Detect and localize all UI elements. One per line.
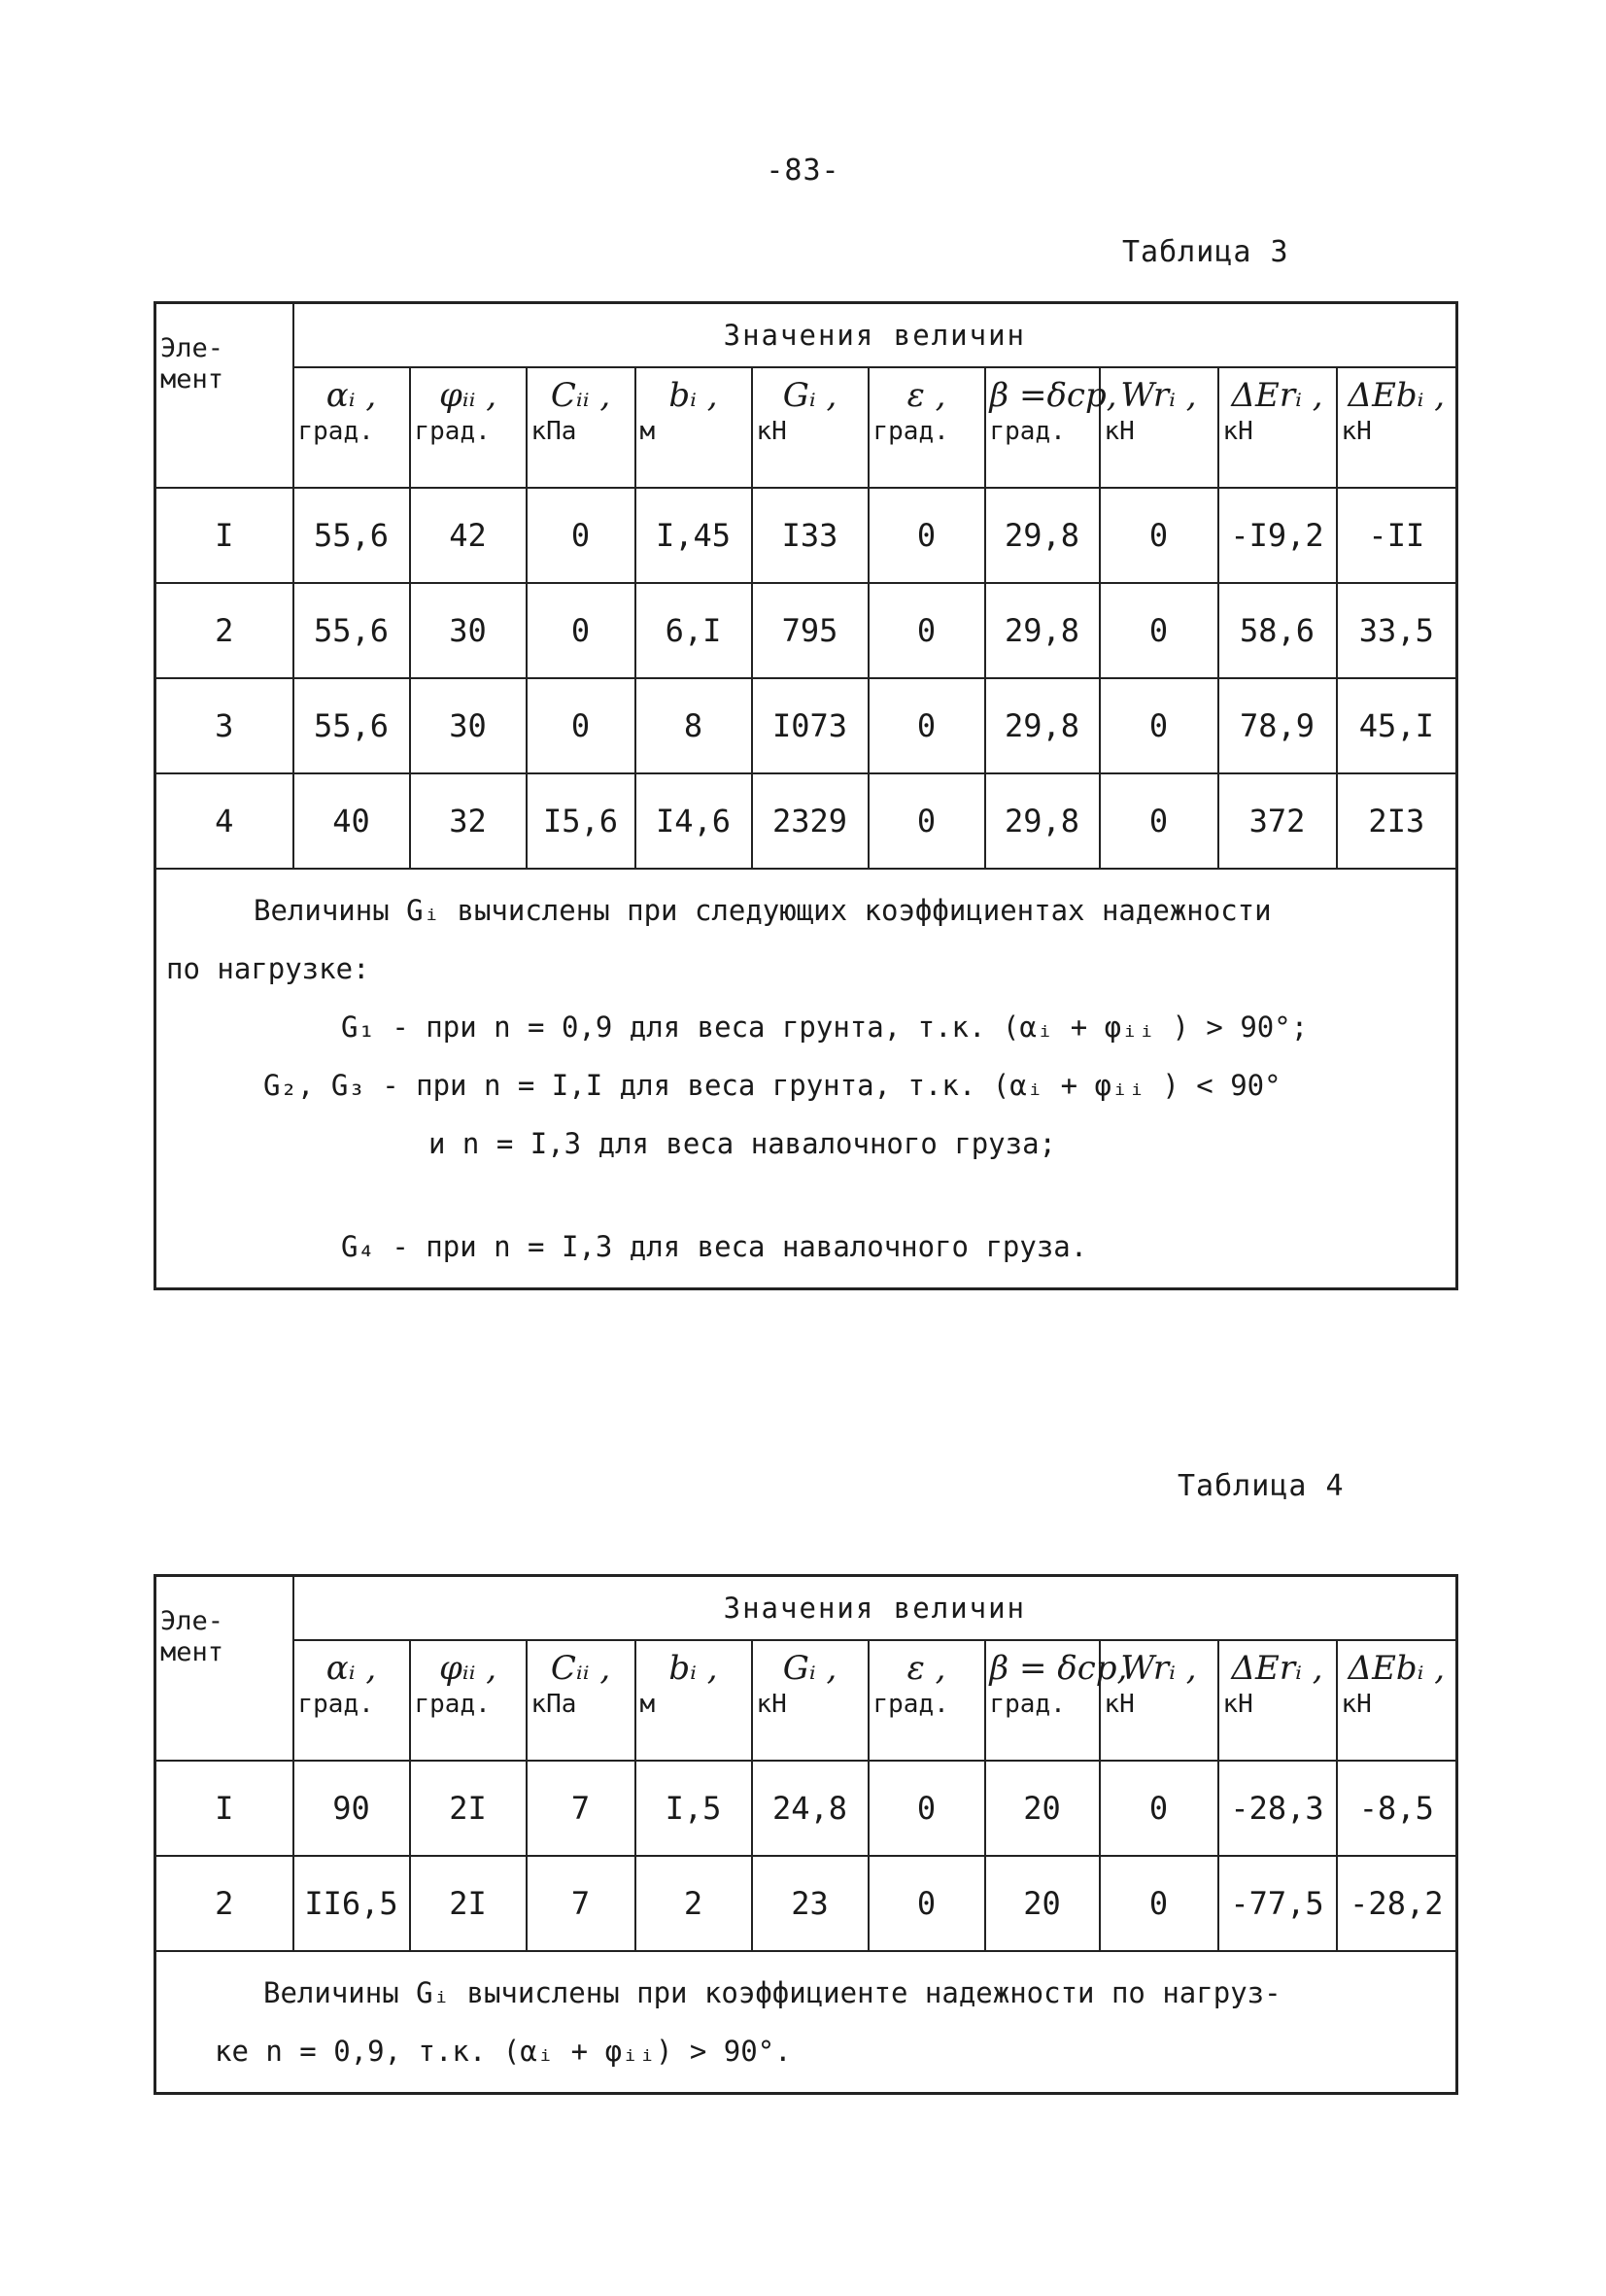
table-cell: 24,8 xyxy=(752,1761,869,1856)
column-header: Gᵢ , кН xyxy=(752,367,869,488)
table-row xyxy=(155,583,1457,678)
table-cell: 0 xyxy=(1100,1856,1218,1951)
table-cell: 2I xyxy=(410,1856,527,1951)
table-cell: 45,I xyxy=(1337,678,1457,773)
element-header: Эле- мент xyxy=(155,303,293,489)
column-header: ΔErᵢ , кН xyxy=(1218,1640,1337,1761)
table-cell: 29,8 xyxy=(985,583,1100,678)
table-cell: 0 xyxy=(1100,678,1218,773)
table-row xyxy=(155,678,1457,773)
table-cell: -I9,2 xyxy=(1218,488,1337,583)
table-cell: 78,9 xyxy=(1218,678,1337,773)
table-cell: 795 xyxy=(752,583,869,678)
column-header: Cᵢᵢ , кПа xyxy=(527,1640,635,1761)
table-3-caption: Таблица 3 xyxy=(1122,235,1289,269)
table-cell: 40 xyxy=(293,773,410,869)
table-row xyxy=(155,773,1457,869)
column-header: ΔErᵢ , кН xyxy=(1218,367,1337,488)
table-cell: -28,3 xyxy=(1218,1761,1337,1856)
table-cell: 23 xyxy=(752,1856,869,1951)
table-cell: 0 xyxy=(869,1856,985,1951)
table-cell: 0 xyxy=(869,583,985,678)
element-cell: I xyxy=(155,1761,293,1856)
table-3-note xyxy=(155,869,1457,1289)
table-4-note xyxy=(155,1951,1457,2094)
table-cell: 55,6 xyxy=(293,583,410,678)
table-cell: 55,6 xyxy=(293,488,410,583)
column-header: ΔEbᵢ , кН xyxy=(1337,1640,1457,1761)
element-cell: I xyxy=(155,488,293,583)
table-row xyxy=(155,1761,1457,1856)
table-cell: 55,6 xyxy=(293,678,410,773)
note-line: G₂, G₃ - при n = I,I для веса грунта, т.к. (αᵢ + φᵢᵢ ) < 90° xyxy=(263,1069,1281,1102)
table-cell: 0 xyxy=(1100,488,1218,583)
table-4 xyxy=(154,1574,1458,2095)
table-cell: I073 xyxy=(752,678,869,773)
column-header: Gᵢ , кН xyxy=(752,1640,869,1761)
table-cell: I,45 xyxy=(635,488,752,583)
table-cell: 20 xyxy=(985,1761,1100,1856)
table-cell: 2I3 xyxy=(1337,773,1457,869)
table-cell: 372 xyxy=(1218,773,1337,869)
table-cell: 29,8 xyxy=(985,678,1100,773)
column-header: Wrᵢ , кН xyxy=(1100,367,1218,488)
element-cell: 2 xyxy=(155,583,293,678)
note-line: Величины Gᵢ вычислены при следующих коэффициентах надежности xyxy=(254,894,1272,927)
element-cell: 4 xyxy=(155,773,293,869)
column-header: Wrᵢ , кН xyxy=(1100,1640,1218,1761)
table-cell: 33,5 xyxy=(1337,583,1457,678)
table-cell: 30 xyxy=(410,583,527,678)
table-cell: 0 xyxy=(527,583,635,678)
table-cell: 58,6 xyxy=(1218,583,1337,678)
note-line: ке n = 0,9, т.к. (αᵢ + φᵢᵢ) > 90°. xyxy=(215,2035,792,2068)
values-group-header: Значения величин xyxy=(293,303,1457,368)
table-cell: 8 xyxy=(635,678,752,773)
table-cell: -8,5 xyxy=(1337,1761,1457,1856)
column-header: bᵢ , м xyxy=(635,1640,752,1761)
table-row xyxy=(155,1856,1457,1951)
column-header: β = δср, град. xyxy=(985,1640,1100,1761)
table-cell: I33 xyxy=(752,488,869,583)
table-cell: II6,5 xyxy=(293,1856,410,1951)
note-line: Величины Gᵢ вычислены при коэффициенте надежности по нагруз- xyxy=(263,1976,1281,2009)
table-cell: 2329 xyxy=(752,773,869,869)
table-cell: -28,2 xyxy=(1337,1856,1457,1951)
column-header: ε , град. xyxy=(869,1640,985,1761)
table-cell: 29,8 xyxy=(985,488,1100,583)
column-header-row xyxy=(155,367,1457,488)
column-header: φᵢᵢ , град. xyxy=(410,367,527,488)
column-header: ε , град. xyxy=(869,367,985,488)
table-cell: I5,6 xyxy=(527,773,635,869)
element-cell: 2 xyxy=(155,1856,293,1951)
table-cell: 6,I xyxy=(635,583,752,678)
table-cell: 2I xyxy=(410,1761,527,1856)
table-cell: 0 xyxy=(869,773,985,869)
note-line: по нагрузке: xyxy=(166,952,370,985)
table-cell: 0 xyxy=(869,1761,985,1856)
column-header: αᵢ , град. xyxy=(293,1640,410,1761)
column-header: bᵢ , м xyxy=(635,367,752,488)
element-header: Эле- мент xyxy=(155,1576,293,1762)
table-4-caption: Таблица 4 xyxy=(1178,1469,1345,1503)
table-cell: 20 xyxy=(985,1856,1100,1951)
table-cell: 7 xyxy=(527,1856,635,1951)
column-header: Cᵢᵢ , кПа xyxy=(527,367,635,488)
table-cell: -II xyxy=(1337,488,1457,583)
table-cell: 32 xyxy=(410,773,527,869)
column-header: αᵢ , град. xyxy=(293,367,410,488)
table-cell: 0 xyxy=(869,678,985,773)
table-cell: I4,6 xyxy=(635,773,752,869)
table-cell: 0 xyxy=(1100,773,1218,869)
table-cell: 30 xyxy=(410,678,527,773)
table-3 xyxy=(154,301,1458,1290)
table-row xyxy=(155,488,1457,583)
column-header: β =δср, град. xyxy=(985,367,1100,488)
table-cell: 0 xyxy=(527,678,635,773)
table-cell: 2 xyxy=(635,1856,752,1951)
table-cell: 7 xyxy=(527,1761,635,1856)
table-cell: 42 xyxy=(410,488,527,583)
table-cell: 0 xyxy=(527,488,635,583)
note-line: G₄ - при n = I,3 для веса навалочного груза. xyxy=(341,1230,1088,1263)
table-cell: -77,5 xyxy=(1218,1856,1337,1951)
page-number: -83- xyxy=(766,154,840,188)
table-cell: 0 xyxy=(869,488,985,583)
table-cell: 90 xyxy=(293,1761,410,1856)
table-cell: I,5 xyxy=(635,1761,752,1856)
note-line: и n = I,3 для веса навалочного груза; xyxy=(428,1127,1057,1160)
column-header: φᵢᵢ , град. xyxy=(410,1640,527,1761)
table-cell: 0 xyxy=(1100,1761,1218,1856)
table-cell: 29,8 xyxy=(985,773,1100,869)
table-cell: 0 xyxy=(1100,583,1218,678)
values-group-header: Значения величин xyxy=(293,1576,1457,1641)
element-cell: 3 xyxy=(155,678,293,773)
column-header-row xyxy=(155,1640,1457,1761)
column-header: ΔEbᵢ , кН xyxy=(1337,367,1457,488)
note-line: G₁ - при n = 0,9 для веса грунта, т.к. (αᵢ + φᵢᵢ ) > 90°; xyxy=(341,1011,1309,1044)
